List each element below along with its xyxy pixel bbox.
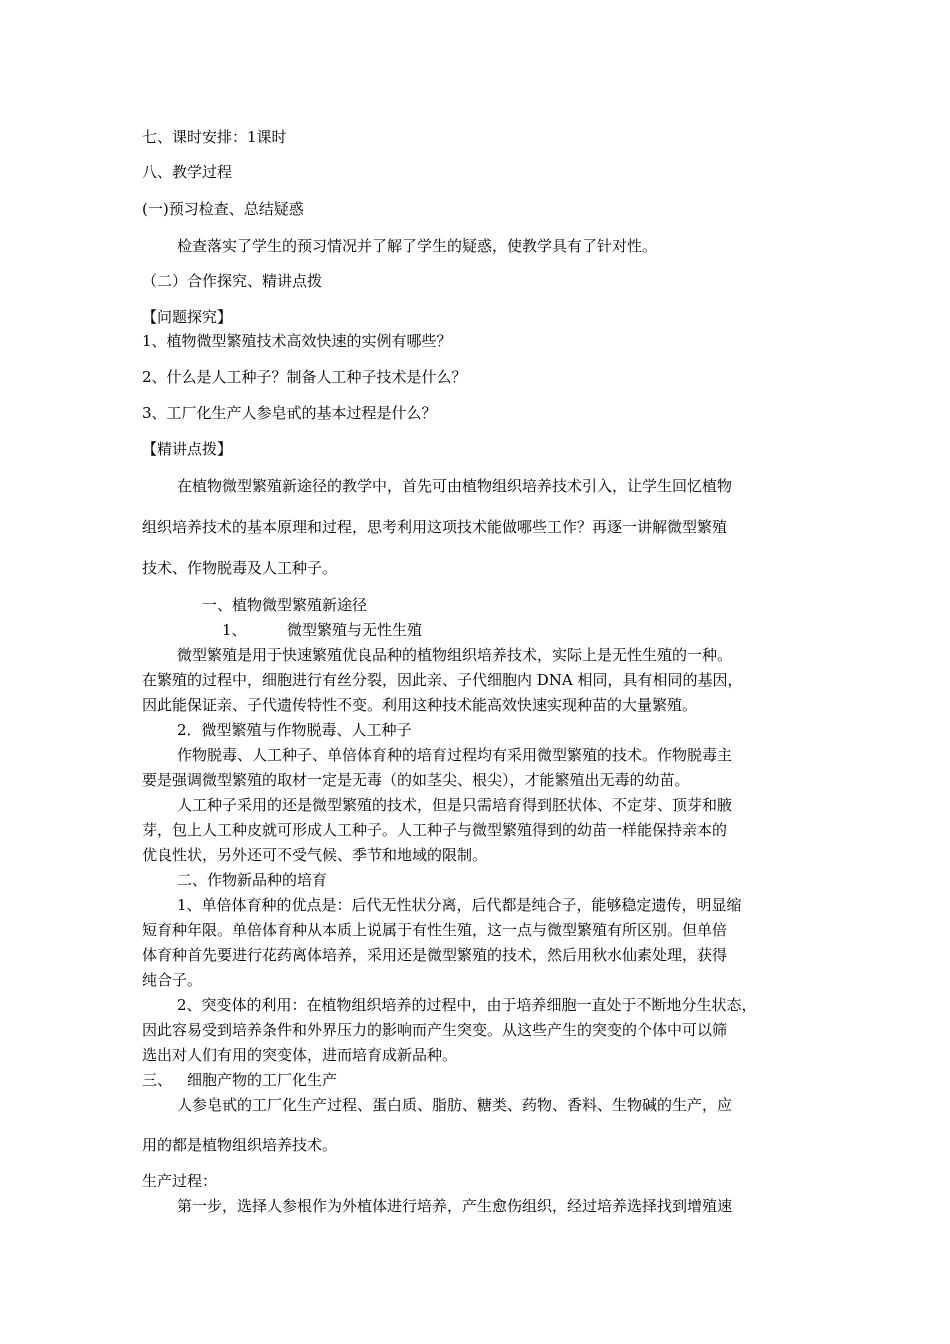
paragraph-line: 用的都是植物组织培养技术。: [142, 1136, 338, 1154]
question-item: 3、工厂化生产人参皂甙的基本过程是什么？: [142, 404, 437, 422]
section-3-heading: 细胞产物的工厂化生产: [187, 1071, 338, 1089]
section-1-sub1-heading: 微型繁殖与无性生殖: [287, 621, 423, 639]
section-1-heading: 一、植物微型繁殖新途径: [202, 596, 368, 614]
paragraph-line: 优良性状，另外还可不受气候、季节和地域的限制。: [142, 846, 488, 864]
paragraph-line: 短育种年限。单倍体育种从本质上说属于有性生殖，这一点与微型繁殖有所区别。但单倍: [142, 921, 728, 939]
question-item: 1、植物微型繁殖技术高效快速的实例有哪些？: [142, 332, 452, 350]
paragraph-line: 选出对人们有用的突变体，进而培育成新品种。: [142, 1046, 458, 1064]
paragraph-line: 1、单倍体育种的优点是：后代无性状分离，后代都是纯合子，能够稳定遗传，明显缩: [177, 896, 742, 914]
paragraph-line: 作物脱毒、人工种子、单倍体育种的培育过程均有采用微型繁殖的技术。作物脱毒主: [177, 746, 733, 764]
paragraph-line: 第一步，选择人参根作为外植体进行培养，产生愈伤组织，经过培养选择找到增殖速: [177, 1197, 733, 1215]
intro-line: 组织培养技术的基本原理和过程，思考利用这项技术能做哪些工作？再逐一讲解微型繁殖: [142, 518, 728, 536]
paragraph-line: 体育种首先要进行花药离体培养，采用还是微型繁殖的技术，然后用秋水仙素处理，获得: [142, 946, 728, 964]
paragraph-line: 因此能保证亲、子代遗传特性不变。利用这种技术能高效快速实现种苗的大量繁殖。: [142, 696, 698, 714]
part-1-text: 检查落实了学生的预习情况并了解了学生的疑惑，使教学具有了针对性。: [177, 237, 658, 255]
intro-line: 技术、作物脱毒及人工种子。: [142, 559, 338, 577]
explain-heading: 【精讲点拨】: [142, 440, 233, 458]
part-2-heading: （二）合作探究、精讲点拨: [142, 272, 323, 290]
section-8-heading: 八、教学过程: [142, 163, 233, 181]
section-3-number: 三、: [142, 1071, 173, 1089]
paragraph-line: 人工种子采用的还是微型繁殖的技术，但是只需培育得到胚状体、不定芽、顶芽和腋: [177, 796, 733, 814]
section-7-heading: 七、课时安排：1课时: [142, 128, 287, 146]
paragraph-line: 在繁殖的过程中，细胞进行有丝分裂，因此亲、子代细胞内 DNA 相同，具有相同的基因，: [142, 671, 743, 689]
question-item: 2、什么是人工种子？制备人工种子技术是什么？: [142, 368, 467, 386]
section-2-heading: 二、作物新品种的培育: [177, 871, 328, 889]
paragraph-line: 2、突变体的利用：在植物组织培养的过程中，由于培养细胞一直处于不断地分生状态，: [177, 996, 757, 1014]
section-1-sub1-number: 1、: [222, 621, 247, 639]
paragraph-line: 芽，包上人工种皮就可形成人工种子。人工种子与微型繁殖得到的幼苗一样能保持亲本的: [142, 821, 728, 839]
paragraph-line: 纯合子。: [142, 971, 203, 989]
paragraph-line: 微型繁殖是用于快速繁殖优良品种的植物组织培养技术，实际上是无性生殖的一种。: [177, 646, 733, 664]
section-1-sub2-heading: 2．微型繁殖与作物脱毒、人工种子: [177, 721, 412, 739]
part-1-heading: (一)预习检查、总结疑惑: [142, 200, 304, 218]
paragraph-line: 要是强调微型繁殖的取材一定是无毒（的如茎尖、根尖），才能繁殖出无毒的幼苗。: [142, 771, 690, 789]
questions-heading: 【问题探究】: [142, 308, 233, 326]
process-label: 生产过程：: [142, 1172, 218, 1190]
intro-line: 在植物微型繁殖新途径的教学中，首先可由植物组织培养技术引入，让学生回忆植物: [177, 477, 733, 495]
paragraph-line: 因此容易受到培养条件和外界压力的影响而产生突变。从这些产生的突变的个体中可以筛: [142, 1021, 728, 1039]
paragraph-line: 人参皂甙的工厂化生产过程、蛋白质、脂肪、糖类、药物、香料、生物碱的生产，应: [177, 1096, 733, 1114]
